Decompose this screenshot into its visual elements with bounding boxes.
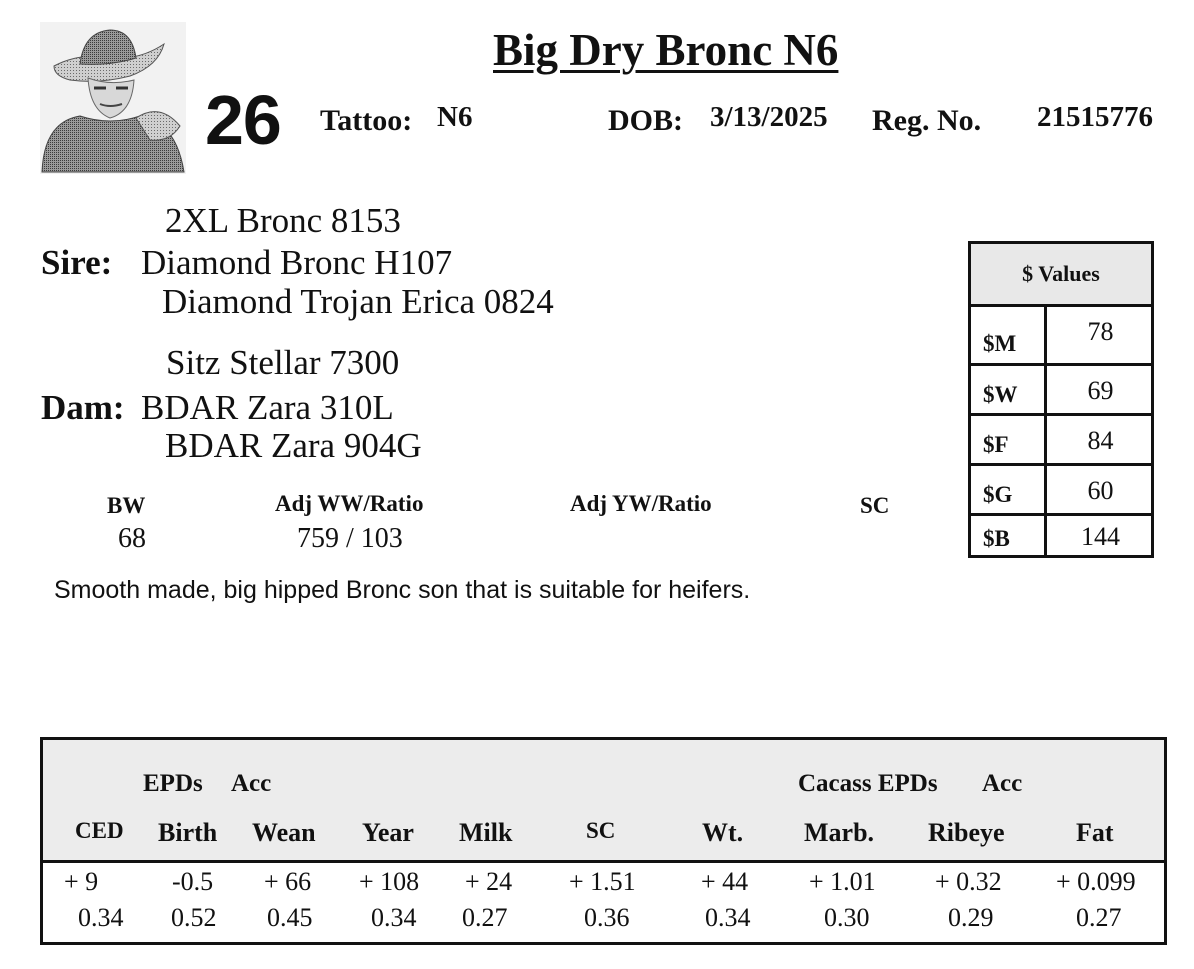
dollar-value: 84 (1087, 426, 1114, 455)
epd-col-header: Wt. (702, 818, 744, 847)
dob-label: DOB: (608, 104, 683, 137)
dollar-row (971, 363, 1151, 414)
epd-value: -0.5 (172, 867, 214, 896)
acc-value: 0.34 (371, 903, 417, 932)
epd-col-header: Marb. (804, 818, 875, 847)
reg-value: 21515776 (1037, 101, 1153, 133)
dollar-label: $G (971, 466, 1047, 514)
epd-value: + 9 (64, 867, 99, 896)
epd-col-header: SC (586, 818, 616, 843)
dollar-label: $F (971, 416, 1047, 464)
dollar-row (971, 413, 1151, 464)
reg-label: Reg. No. (872, 104, 982, 137)
epd-value: + 0.32 (935, 867, 1002, 896)
acc-value: 0.29 (948, 903, 994, 932)
epd-value: + 24 (465, 867, 513, 896)
epd-value: + 0.099 (1056, 867, 1136, 896)
sire-label: Sire: (41, 243, 113, 282)
acc-value: 0.30 (824, 903, 870, 932)
dam-name: BDAR Zara 310L (141, 388, 394, 427)
epd-col-header: Fat (1076, 818, 1114, 847)
comment-text: Smooth made, big hipped Bronc son that is suitable for heifers. (54, 576, 751, 604)
epd-col-header: Ribeye (928, 818, 1005, 847)
epd-value: + 1.01 (809, 867, 876, 896)
epd-group-acc: Acc (231, 770, 272, 797)
ww-label: Adj WW/Ratio (275, 491, 424, 516)
acc-value: 0.27 (1076, 903, 1122, 932)
epd-col-header: Milk (459, 818, 513, 847)
dollar-label: $B (971, 516, 1047, 558)
ww-value: 759 / 103 (297, 523, 403, 554)
lot-number: 26 (205, 81, 281, 159)
dollar-value: 78 (1087, 317, 1114, 346)
bw-label: BW (107, 493, 146, 518)
epd-col-header: CED (75, 818, 124, 843)
acc-value: 0.52 (171, 903, 217, 932)
dollar-values-title: $ Values (971, 244, 1151, 307)
epd-col-header: Wean (252, 818, 316, 847)
dollar-row (971, 463, 1151, 514)
acc-value: 0.34 (78, 903, 124, 932)
dam-sire: Sitz Stellar 7300 (166, 343, 400, 382)
carcass-group-label: Cacass EPDs (798, 770, 938, 797)
dob-value: 3/13/2025 (710, 101, 828, 133)
acc-value: 0.45 (267, 903, 313, 932)
bw-value: 68 (118, 523, 146, 554)
dollar-row (971, 307, 1151, 363)
dollar-label: $M (971, 307, 1047, 363)
acc-value: 0.34 (705, 903, 751, 932)
dam-label: Dam: (41, 388, 125, 427)
dollar-label: $W (971, 366, 1047, 414)
epd-value: + 44 (701, 867, 749, 896)
tattoo-value: N6 (437, 101, 473, 133)
epd-value: + 108 (359, 867, 420, 896)
tattoo-label: Tattoo: (320, 104, 413, 137)
sc-label: SC (860, 493, 890, 518)
epd-table (40, 737, 1167, 945)
sire-dam: Diamond Trojan Erica 0824 (162, 282, 554, 321)
dollar-value: 69 (1087, 376, 1114, 405)
dam-dam: BDAR Zara 904G (165, 426, 422, 465)
epd-col-header: Birth (158, 818, 218, 847)
epd-group-label: EPDs (143, 770, 203, 797)
epd-value: + 66 (264, 867, 312, 896)
carcass-group-acc: Acc (982, 770, 1023, 797)
dollar-row (971, 513, 1151, 558)
yw-label: Adj YW/Ratio (570, 491, 712, 516)
sire-sire: 2XL Bronc 8153 (165, 201, 401, 240)
epd-col-header: Year (362, 818, 414, 847)
epd-value: + 1.51 (569, 867, 636, 896)
page-title: Big Dry Bronc N6 (493, 25, 839, 75)
sire-name: Diamond Bronc H107 (141, 243, 453, 282)
dollar-value: 60 (1087, 476, 1114, 505)
acc-value: 0.27 (462, 903, 508, 932)
dollar-values-table (968, 241, 1154, 558)
acc-value: 0.36 (584, 903, 630, 932)
cowboy-logo (40, 22, 186, 174)
dollar-value: 144 (1081, 522, 1120, 551)
